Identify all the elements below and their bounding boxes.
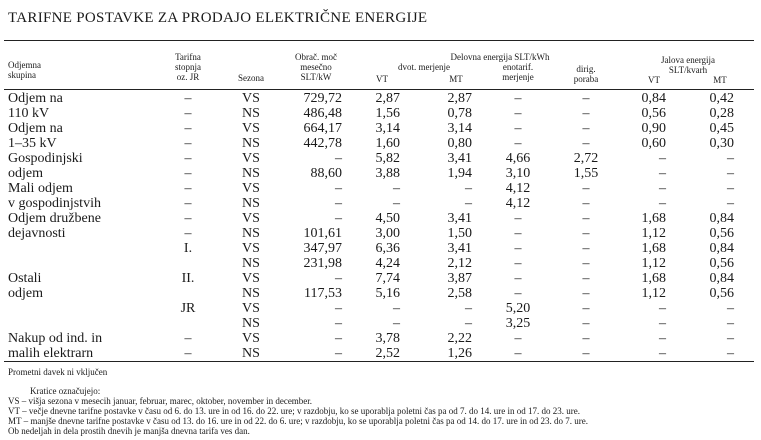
vt-cell: 6,36 [375,241,400,256]
vt-cell: 4,24 [375,256,400,271]
header-enotarif [494,62,542,82]
jalova-vt-cell: – [659,196,666,211]
dirig-cell: – [582,346,590,361]
enotarif-cell: – [514,211,522,226]
moc-cell: 88,60 [310,166,342,181]
vt-cell: 4,50 [375,211,400,226]
header-skupina [8,60,41,80]
mt-cell: – [465,196,472,211]
stopnja-cell: – [184,166,192,181]
vt-cell: 3,00 [375,226,400,241]
jalova-vt-cell: – [659,301,666,316]
header-moc-line1: Obrač. moč [295,52,337,62]
abbrev-vs: VS – višja sezona v mesecih januar, februar, marec, oktober, november in december. [8,396,313,406]
header-jalova [638,55,738,75]
mt-cell: 2,58 [447,286,472,301]
header-moc [285,52,347,82]
header-stopnja-line3: oz. JR [176,72,200,82]
vt-cell: 1,60 [375,136,400,151]
group-label: v gospodinjstvih [8,196,101,211]
header-stopnja-line1: Tarifna [175,52,201,62]
header-vt: VT [376,74,388,84]
header-dirig [562,64,610,84]
stopnja-cell: – [184,331,192,346]
mt-cell: 2,87 [447,91,472,106]
jalova-vt-cell: – [659,151,666,166]
enotarif-cell: – [514,271,522,286]
jalova-mt-cell: 0,84 [709,211,734,226]
enotarif-cell: – [514,331,522,346]
header-bottom-rule [4,89,754,90]
moc-cell: 729,72 [303,91,342,106]
group-label: Odjem družbene [8,211,101,226]
group-label: Gospodinjski [8,151,83,166]
header-moc-line2: mesečno [300,62,332,72]
stopnja-cell: JR [180,301,196,316]
moc-cell: – [335,196,342,211]
dirig-cell: – [582,301,590,316]
jalova-vt-cell: 1,68 [641,211,666,226]
header-jalova-line1: Jalova energija [660,55,716,65]
dirig-cell: – [582,91,590,106]
group-label: dejavnosti [8,226,66,241]
stopnja-cell: – [184,346,192,361]
moc-cell: 664,17 [303,121,342,136]
sezona-cell: VS [242,211,260,226]
mt-cell: 1,26 [447,346,472,361]
vt-cell: 3,14 [375,121,400,136]
header-mt: MT [449,74,463,84]
jalova-mt-cell: – [727,166,734,181]
dirig-cell: – [582,226,590,241]
vt-cell: 5,16 [375,286,400,301]
enotarif-cell: – [514,121,522,136]
sezona-cell: NS [242,226,260,241]
header-stopnja-line2: stopnja [175,62,201,72]
moc-cell: – [335,316,342,331]
jalova-mt-cell: 0,56 [709,226,734,241]
header-jalova-mt: MT [713,75,727,85]
vt-cell: 1,56 [375,106,400,121]
jalova-vt-cell: 1,12 [641,256,666,271]
header-jalova-line2: SLT/kvarh [668,65,708,75]
sezona-cell: NS [242,256,260,271]
moc-cell: – [335,181,342,196]
jalova-mt-cell: – [727,196,734,211]
stopnja-cell: – [184,226,192,241]
stopnja-cell: – [184,136,192,151]
header-skupina-line1: Odjemna [8,60,41,70]
stopnja-cell: I. [183,241,193,256]
vt-cell: 7,74 [375,271,400,286]
mt-cell: 2,22 [447,331,472,346]
dirig-cell: – [582,196,590,211]
vt-cell: 2,87 [375,91,400,106]
stopnja-cell: – [184,151,192,166]
enotarif-cell: – [514,226,522,241]
moc-cell: – [335,271,342,286]
enotarif-cell: 4,12 [505,196,531,211]
jalova-mt-cell: 0,42 [709,91,734,106]
jalova-mt-cell: 0,45 [709,121,734,136]
header-delovna: Delovna energija SLT/kWh [450,52,550,62]
stopnja-cell: – [184,181,192,196]
jalova-vt-cell: 0,90 [641,121,666,136]
mt-cell: 3,41 [447,151,472,166]
mt-cell: 3,14 [447,121,472,136]
mt-cell: 3,41 [447,211,472,226]
moc-cell: 486,48 [303,106,342,121]
enotarif-cell: 3,25 [505,316,531,331]
sezona-cell: NS [242,286,260,301]
vt-cell: 3,78 [375,331,400,346]
moc-cell: – [335,151,342,166]
enotarif-cell: – [514,346,522,361]
mt-cell: 2,12 [447,256,472,271]
moc-cell: – [335,346,342,361]
header-skupina-line2: skupina [8,70,36,80]
group-label: Ostali [8,271,42,286]
jalova-vt-cell: – [659,316,666,331]
enotarif-cell: – [514,136,522,151]
mt-cell: – [465,301,472,316]
header-stopnja [163,52,213,82]
sezona-cell: NS [242,166,260,181]
vt-cell: – [393,196,400,211]
header-dvot: dvot. merjenje [398,62,450,72]
vt-cell: – [393,181,400,196]
dirig-cell: 2,72 [573,151,599,166]
sezona-cell: NS [242,136,260,151]
moc-cell: 442,78 [303,136,342,151]
stopnja-cell: – [184,91,192,106]
group-label: Odjem na [8,91,63,106]
dirig-cell: – [582,121,590,136]
dirig-cell: – [582,271,590,286]
table-top-rule [4,40,754,41]
vt-cell: – [393,316,400,331]
group-label: Mali odjem [8,181,73,196]
jalova-vt-cell: – [659,331,666,346]
jalova-mt-cell: – [727,346,734,361]
jalova-mt-cell: 0,28 [709,106,734,121]
moc-cell: – [335,301,342,316]
jalova-vt-cell: 0,60 [641,136,666,151]
vt-cell: 3,88 [375,166,400,181]
jalova-mt-cell: – [727,181,734,196]
group-label: Nakup od ind. in [8,331,103,346]
mt-cell: 3,87 [447,271,472,286]
sezona-cell: VS [242,331,260,346]
jalova-vt-cell: 0,84 [641,91,666,106]
dirig-cell: – [582,316,590,331]
stopnja-cell: – [184,211,192,226]
dirig-cell: – [582,241,590,256]
group-label: 110 kV [8,106,50,121]
sezona-cell: VS [242,91,260,106]
jalova-vt-cell: – [659,181,666,196]
mt-cell: – [465,181,472,196]
group-label: odjem [8,166,43,181]
jalova-mt-cell: 0,30 [709,136,734,151]
abbrev-vt: VT – večje dnevne tarifne postavke v času od 6. do 13. ure in od 16. do 22. ure; v razdobju, ko se uporablja poletni čas pa od 7. do 14. ure in od 17. do 23. ure. [8,406,580,416]
dirig-cell: – [582,256,590,271]
jalova-mt-cell: – [727,331,734,346]
moc-cell: 117,53 [304,286,342,301]
jalova-mt-cell: 0,56 [709,286,734,301]
sezona-cell: VS [242,151,260,166]
moc-cell: – [335,211,342,226]
jalova-mt-cell: 0,84 [709,241,734,256]
group-label: 1–35 kV [8,136,57,151]
stopnja-cell: – [184,121,192,136]
dirig-cell: – [582,106,590,121]
enotarif-cell: 4,12 [505,181,531,196]
mt-cell: 3,41 [447,241,472,256]
sezona-cell: NS [242,106,260,121]
sezona-cell: VS [242,121,260,136]
enotarif-cell: – [514,241,522,256]
enotarif-cell: 4,66 [505,151,531,166]
tax-note: Prometni davek ni vključen [8,367,108,377]
enotarif-cell: – [514,286,522,301]
jalova-vt-cell: – [659,166,666,181]
jalova-mt-cell: – [727,151,734,166]
stopnja-cell: – [184,196,192,211]
jalova-vt-cell: 1,68 [641,271,666,286]
jalova-mt-cell: 0,56 [709,256,734,271]
jalova-mt-cell: 0,84 [709,271,734,286]
enotarif-cell: – [514,106,522,121]
mt-cell: 1,94 [447,166,472,181]
abbrev-title: Kratice označujejo: [30,386,101,396]
moc-cell: – [335,331,342,346]
dirig-cell: – [582,136,590,151]
mt-cell: 0,78 [447,106,472,121]
sezona-cell: VS [242,181,260,196]
enotarif-cell: – [514,256,522,271]
dirig-cell: – [582,211,590,226]
sezona-cell: NS [242,346,260,361]
jalova-mt-cell: – [727,301,734,316]
header-enotarif-line1: enotarif. [502,62,534,72]
jalova-vt-cell: 1,12 [641,226,666,241]
jalova-vt-cell: – [659,346,666,361]
dirig-cell: 1,55 [573,166,599,181]
table-bottom-rule [4,361,754,362]
header-dirig-line1: dirig. [576,64,596,74]
abbrev-sunday: Ob nedeljah in dela prostih dnevih je manjša dnevna tarifa ves dan. [8,426,250,436]
jalova-mt-cell: – [727,316,734,331]
enotarif-cell: 5,20 [505,301,531,316]
sezona-cell: VS [242,271,260,286]
dirig-cell: – [582,331,590,346]
sezona-cell: VS [242,301,260,316]
moc-cell: 347,97 [303,241,342,256]
enotarif-cell: – [514,91,522,106]
sezona-cell: NS [242,316,260,331]
vt-cell: – [393,301,400,316]
stopnja-cell: II. [181,271,195,286]
header-sezona: Sezona [238,73,264,83]
group-label: Odjem na [8,121,63,136]
sezona-cell: VS [242,241,260,256]
enotarif-cell: 3,10 [505,166,531,181]
moc-cell: 101,61 [303,226,342,241]
moc-cell: 231,98 [303,256,342,271]
mt-cell: – [465,316,472,331]
vt-cell: 5,82 [375,151,400,166]
mt-cell: 0,80 [447,136,472,151]
dirig-cell: – [582,286,590,301]
dirig-cell: – [582,181,590,196]
stopnja-cell: – [184,106,192,121]
header-enotarif-line2: merjenje [502,72,534,82]
jalova-vt-cell: 1,68 [641,241,666,256]
abbrev-mt: MT – manjše dnevne tarifne postavke v času od 13. do 16. ure in od 22. do 6. ure; v razdobju, ko se uporablja poletni čas pa od 14. do 17. ure in od 23. do 7. ure. [8,416,588,426]
header-dirig-line2: poraba [573,74,599,84]
jalova-vt-cell: 1,12 [641,286,666,301]
header-moc-line3: SLT/kW [300,72,332,82]
sezona-cell: NS [242,196,260,211]
jalova-vt-cell: 0,56 [641,106,666,121]
group-label: malih elektrarn [8,346,94,361]
group-label: odjem [8,286,43,301]
header-jalova-vt: VT [648,75,660,85]
vt-cell: 2,52 [375,346,400,361]
mt-cell: 1,50 [447,226,472,241]
page-title: TARIFNE POSTAVKE ZA PRODAJO ELEKTRIČNE ENERGIJE [8,10,428,26]
